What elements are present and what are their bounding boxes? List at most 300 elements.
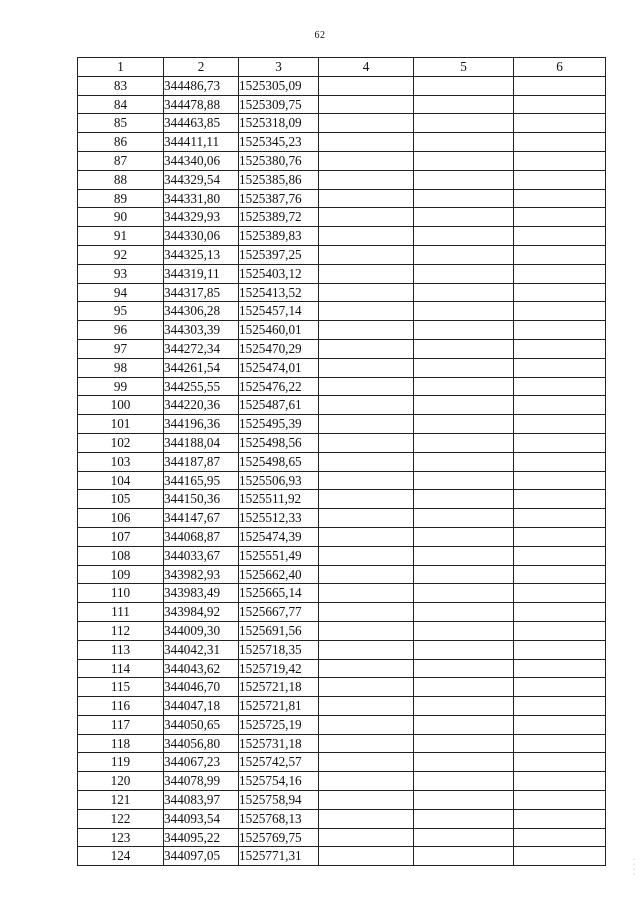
empty-cell bbox=[514, 339, 606, 358]
point-number-cell: 102 bbox=[78, 433, 164, 452]
empty-cell bbox=[514, 133, 606, 152]
empty-cell bbox=[414, 170, 514, 189]
x-coordinate-cell: 344478,88 bbox=[164, 95, 239, 114]
table-row bbox=[78, 245, 606, 264]
point-number-cell: 111 bbox=[78, 603, 164, 622]
y-coordinate-cell: 1525387,76 bbox=[239, 189, 319, 208]
point-number-cell: 85 bbox=[78, 114, 164, 133]
table-row bbox=[78, 546, 606, 565]
point-number-cell: 87 bbox=[78, 151, 164, 170]
table-row bbox=[78, 151, 606, 170]
table-body bbox=[78, 76, 606, 865]
x-coordinate-cell: 344093,54 bbox=[164, 809, 239, 828]
empty-cell bbox=[414, 565, 514, 584]
y-coordinate-cell: 1525476,22 bbox=[239, 377, 319, 396]
empty-cell bbox=[414, 396, 514, 415]
y-coordinate-cell: 1525506,93 bbox=[239, 471, 319, 490]
empty-cell bbox=[514, 358, 606, 377]
table-row bbox=[78, 415, 606, 434]
x-coordinate-cell: 344078,99 bbox=[164, 772, 239, 791]
empty-cell bbox=[414, 640, 514, 659]
empty-cell bbox=[514, 283, 606, 302]
table-row bbox=[78, 76, 606, 95]
empty-cell bbox=[414, 509, 514, 528]
x-coordinate-cell: 344068,87 bbox=[164, 527, 239, 546]
point-number-cell: 86 bbox=[78, 133, 164, 152]
empty-cell bbox=[514, 471, 606, 490]
table-row bbox=[78, 452, 606, 471]
y-coordinate-cell: 1525474,01 bbox=[239, 358, 319, 377]
empty-cell bbox=[514, 753, 606, 772]
y-coordinate-cell: 1525512,33 bbox=[239, 509, 319, 528]
x-coordinate-cell: 344147,67 bbox=[164, 509, 239, 528]
x-coordinate-cell: 344329,54 bbox=[164, 170, 239, 189]
empty-cell bbox=[514, 659, 606, 678]
point-number-cell: 118 bbox=[78, 734, 164, 753]
table-row bbox=[78, 584, 606, 603]
table-row bbox=[78, 828, 606, 847]
empty-cell bbox=[514, 189, 606, 208]
y-coordinate-cell: 1525771,31 bbox=[239, 847, 319, 866]
point-number-cell: 119 bbox=[78, 753, 164, 772]
point-number-cell: 96 bbox=[78, 321, 164, 340]
empty-cell bbox=[414, 621, 514, 640]
empty-cell bbox=[319, 377, 414, 396]
table-row bbox=[78, 621, 606, 640]
point-number-cell: 120 bbox=[78, 772, 164, 791]
y-coordinate-cell: 1525309,75 bbox=[239, 95, 319, 114]
y-coordinate-cell: 1525460,01 bbox=[239, 321, 319, 340]
empty-cell bbox=[319, 734, 414, 753]
empty-cell bbox=[319, 76, 414, 95]
x-coordinate-cell: 344330,06 bbox=[164, 227, 239, 246]
table-row bbox=[78, 114, 606, 133]
empty-cell bbox=[514, 396, 606, 415]
point-number-cell: 98 bbox=[78, 358, 164, 377]
x-coordinate-cell: 343983,49 bbox=[164, 584, 239, 603]
table-row bbox=[78, 715, 606, 734]
empty-cell bbox=[414, 697, 514, 716]
empty-cell bbox=[414, 433, 514, 452]
point-number-cell: 106 bbox=[78, 509, 164, 528]
empty-cell bbox=[514, 640, 606, 659]
empty-cell bbox=[414, 452, 514, 471]
empty-cell bbox=[319, 809, 414, 828]
y-coordinate-cell: 1525305,09 bbox=[239, 76, 319, 95]
empty-cell bbox=[514, 527, 606, 546]
y-coordinate-cell: 1525487,61 bbox=[239, 396, 319, 415]
empty-cell bbox=[319, 509, 414, 528]
x-coordinate-cell: 344150,36 bbox=[164, 490, 239, 509]
point-number-cell: 124 bbox=[78, 847, 164, 866]
table-row bbox=[78, 189, 606, 208]
table-row bbox=[78, 377, 606, 396]
y-coordinate-cell: 1525662,40 bbox=[239, 565, 319, 584]
x-coordinate-cell: 344009,30 bbox=[164, 621, 239, 640]
table-row bbox=[78, 753, 606, 772]
y-coordinate-cell: 1525511,92 bbox=[239, 490, 319, 509]
empty-cell bbox=[414, 377, 514, 396]
empty-cell bbox=[514, 245, 606, 264]
empty-cell bbox=[514, 791, 606, 810]
empty-cell bbox=[319, 847, 414, 866]
x-coordinate-cell: 343984,92 bbox=[164, 603, 239, 622]
x-coordinate-cell: 344046,70 bbox=[164, 678, 239, 697]
point-number-cell: 109 bbox=[78, 565, 164, 584]
y-coordinate-cell: 1525551,49 bbox=[239, 546, 319, 565]
empty-cell bbox=[319, 621, 414, 640]
point-number-cell: 88 bbox=[78, 170, 164, 189]
empty-cell bbox=[514, 170, 606, 189]
empty-cell bbox=[319, 396, 414, 415]
empty-cell bbox=[414, 678, 514, 697]
x-coordinate-cell: 344220,36 bbox=[164, 396, 239, 415]
empty-cell bbox=[414, 208, 514, 227]
x-coordinate-cell: 344325,13 bbox=[164, 245, 239, 264]
empty-cell bbox=[514, 621, 606, 640]
x-coordinate-cell: 344188,04 bbox=[164, 433, 239, 452]
empty-cell bbox=[514, 509, 606, 528]
empty-cell bbox=[514, 76, 606, 95]
empty-cell bbox=[319, 490, 414, 509]
empty-cell bbox=[514, 565, 606, 584]
x-coordinate-cell: 344043,62 bbox=[164, 659, 239, 678]
column-header-5: 5 bbox=[414, 58, 514, 77]
table-row bbox=[78, 321, 606, 340]
empty-cell bbox=[514, 546, 606, 565]
empty-cell bbox=[514, 264, 606, 283]
y-coordinate-cell: 1525498,65 bbox=[239, 452, 319, 471]
empty-cell bbox=[414, 546, 514, 565]
empty-cell bbox=[414, 734, 514, 753]
x-coordinate-cell: 344303,39 bbox=[164, 321, 239, 340]
y-coordinate-cell: 1525742,57 bbox=[239, 753, 319, 772]
empty-cell bbox=[319, 715, 414, 734]
point-number-cell: 105 bbox=[78, 490, 164, 509]
point-number-cell: 112 bbox=[78, 621, 164, 640]
page-number: 62 bbox=[314, 30, 326, 41]
empty-cell bbox=[514, 772, 606, 791]
point-number-cell: 121 bbox=[78, 791, 164, 810]
x-coordinate-cell: 344306,28 bbox=[164, 302, 239, 321]
column-header-6: 6 bbox=[514, 58, 606, 77]
y-coordinate-cell: 1525397,25 bbox=[239, 245, 319, 264]
column-header-3: 3 bbox=[239, 58, 319, 77]
empty-cell bbox=[319, 753, 414, 772]
empty-cell bbox=[414, 227, 514, 246]
table-row bbox=[78, 227, 606, 246]
x-coordinate-cell: 344095,22 bbox=[164, 828, 239, 847]
empty-cell bbox=[319, 133, 414, 152]
empty-cell bbox=[319, 189, 414, 208]
empty-cell bbox=[414, 321, 514, 340]
y-coordinate-cell: 1525754,16 bbox=[239, 772, 319, 791]
y-coordinate-cell: 1525769,75 bbox=[239, 828, 319, 847]
empty-cell bbox=[514, 151, 606, 170]
point-number-cell: 113 bbox=[78, 640, 164, 659]
empty-cell bbox=[414, 245, 514, 264]
table-row bbox=[78, 565, 606, 584]
point-number-cell: 123 bbox=[78, 828, 164, 847]
y-coordinate-cell: 1525495,39 bbox=[239, 415, 319, 434]
x-coordinate-cell: 344165,95 bbox=[164, 471, 239, 490]
y-coordinate-cell: 1525413,52 bbox=[239, 283, 319, 302]
empty-cell bbox=[319, 772, 414, 791]
empty-cell bbox=[414, 95, 514, 114]
y-coordinate-cell: 1525665,14 bbox=[239, 584, 319, 603]
point-number-cell: 103 bbox=[78, 452, 164, 471]
y-coordinate-cell: 1525474,39 bbox=[239, 527, 319, 546]
table-row bbox=[78, 339, 606, 358]
y-coordinate-cell: 1525457,14 bbox=[239, 302, 319, 321]
x-coordinate-cell: 344097,05 bbox=[164, 847, 239, 866]
empty-cell bbox=[414, 584, 514, 603]
table-row bbox=[78, 358, 606, 377]
empty-cell bbox=[319, 433, 414, 452]
empty-cell bbox=[319, 358, 414, 377]
empty-cell bbox=[319, 208, 414, 227]
y-coordinate-cell: 1525731,18 bbox=[239, 734, 319, 753]
empty-cell bbox=[319, 659, 414, 678]
empty-cell bbox=[319, 527, 414, 546]
empty-cell bbox=[414, 772, 514, 791]
point-number-cell: 117 bbox=[78, 715, 164, 734]
table-row bbox=[78, 527, 606, 546]
empty-cell bbox=[414, 283, 514, 302]
empty-cell bbox=[414, 358, 514, 377]
table-row bbox=[78, 772, 606, 791]
empty-cell bbox=[414, 151, 514, 170]
column-header-4: 4 bbox=[319, 58, 414, 77]
table-row bbox=[78, 509, 606, 528]
empty-cell bbox=[514, 828, 606, 847]
table-row bbox=[78, 264, 606, 283]
empty-cell bbox=[414, 490, 514, 509]
empty-cell bbox=[319, 302, 414, 321]
x-coordinate-cell: 344329,93 bbox=[164, 208, 239, 227]
x-coordinate-cell: 344261,54 bbox=[164, 358, 239, 377]
x-coordinate-cell: 344067,23 bbox=[164, 753, 239, 772]
table-row bbox=[78, 490, 606, 509]
x-coordinate-cell: 344033,67 bbox=[164, 546, 239, 565]
y-coordinate-cell: 1525385,86 bbox=[239, 170, 319, 189]
empty-cell bbox=[319, 283, 414, 302]
empty-cell bbox=[414, 791, 514, 810]
empty-cell bbox=[319, 170, 414, 189]
empty-cell bbox=[414, 828, 514, 847]
x-coordinate-cell: 344317,85 bbox=[164, 283, 239, 302]
table-row bbox=[78, 133, 606, 152]
empty-cell bbox=[414, 527, 514, 546]
y-coordinate-cell: 1525389,83 bbox=[239, 227, 319, 246]
empty-cell bbox=[514, 847, 606, 866]
x-coordinate-cell: 344486,73 bbox=[164, 76, 239, 95]
empty-cell bbox=[319, 697, 414, 716]
empty-cell bbox=[414, 809, 514, 828]
empty-cell bbox=[414, 189, 514, 208]
empty-cell bbox=[514, 809, 606, 828]
x-coordinate-cell: 344340,06 bbox=[164, 151, 239, 170]
empty-cell bbox=[414, 264, 514, 283]
x-coordinate-cell: 344463,85 bbox=[164, 114, 239, 133]
y-coordinate-cell: 1525768,13 bbox=[239, 809, 319, 828]
y-coordinate-cell: 1525721,18 bbox=[239, 678, 319, 697]
empty-cell bbox=[514, 302, 606, 321]
empty-cell bbox=[319, 678, 414, 697]
empty-cell bbox=[514, 377, 606, 396]
x-coordinate-cell: 344272,34 bbox=[164, 339, 239, 358]
table-row bbox=[78, 396, 606, 415]
y-coordinate-cell: 1525718,35 bbox=[239, 640, 319, 659]
point-number-cell: 122 bbox=[78, 809, 164, 828]
table-row bbox=[78, 95, 606, 114]
empty-cell bbox=[319, 603, 414, 622]
point-number-cell: 94 bbox=[78, 283, 164, 302]
y-coordinate-cell: 1525667,77 bbox=[239, 603, 319, 622]
empty-cell bbox=[319, 791, 414, 810]
x-coordinate-cell: 344255,55 bbox=[164, 377, 239, 396]
y-coordinate-cell: 1525470,29 bbox=[239, 339, 319, 358]
empty-cell bbox=[514, 114, 606, 133]
empty-cell bbox=[319, 114, 414, 133]
table-row bbox=[78, 847, 606, 866]
x-coordinate-cell: 344319,11 bbox=[164, 264, 239, 283]
table-row bbox=[78, 433, 606, 452]
point-number-cell: 99 bbox=[78, 377, 164, 396]
empty-cell bbox=[514, 227, 606, 246]
y-coordinate-cell: 1525318,09 bbox=[239, 114, 319, 133]
empty-cell bbox=[319, 227, 414, 246]
empty-cell bbox=[514, 678, 606, 697]
point-number-cell: 107 bbox=[78, 527, 164, 546]
empty-cell bbox=[514, 452, 606, 471]
empty-cell bbox=[319, 151, 414, 170]
x-coordinate-cell: 343982,93 bbox=[164, 565, 239, 584]
empty-cell bbox=[514, 603, 606, 622]
empty-cell bbox=[514, 734, 606, 753]
x-coordinate-cell: 344042,31 bbox=[164, 640, 239, 659]
table-row bbox=[78, 809, 606, 828]
empty-cell bbox=[319, 546, 414, 565]
x-coordinate-cell: 344056,80 bbox=[164, 734, 239, 753]
table-row bbox=[78, 791, 606, 810]
empty-cell bbox=[414, 847, 514, 866]
x-coordinate-cell: 344047,18 bbox=[164, 697, 239, 716]
y-coordinate-cell: 1525389,72 bbox=[239, 208, 319, 227]
y-coordinate-cell: 1525691,56 bbox=[239, 621, 319, 640]
empty-cell bbox=[414, 753, 514, 772]
point-number-cell: 95 bbox=[78, 302, 164, 321]
scan-edge-marks: · · · · bbox=[633, 857, 635, 878]
x-coordinate-cell: 344083,97 bbox=[164, 791, 239, 810]
empty-cell bbox=[514, 697, 606, 716]
empty-cell bbox=[514, 584, 606, 603]
y-coordinate-cell: 1525725,19 bbox=[239, 715, 319, 734]
empty-cell bbox=[414, 339, 514, 358]
point-number-cell: 93 bbox=[78, 264, 164, 283]
y-coordinate-cell: 1525403,12 bbox=[239, 264, 319, 283]
empty-cell bbox=[319, 828, 414, 847]
x-coordinate-cell: 344187,87 bbox=[164, 452, 239, 471]
empty-cell bbox=[319, 640, 414, 659]
point-number-cell: 92 bbox=[78, 245, 164, 264]
empty-cell bbox=[319, 584, 414, 603]
empty-cell bbox=[414, 715, 514, 734]
empty-cell bbox=[319, 245, 414, 264]
empty-cell bbox=[514, 321, 606, 340]
table-row bbox=[78, 283, 606, 302]
point-number-cell: 83 bbox=[78, 76, 164, 95]
empty-cell bbox=[414, 659, 514, 678]
table-row bbox=[78, 640, 606, 659]
empty-cell bbox=[514, 490, 606, 509]
x-coordinate-cell: 344411,11 bbox=[164, 133, 239, 152]
point-number-cell: 110 bbox=[78, 584, 164, 603]
table-row bbox=[78, 659, 606, 678]
empty-cell bbox=[319, 452, 414, 471]
empty-cell bbox=[319, 565, 414, 584]
empty-cell bbox=[414, 76, 514, 95]
table-row bbox=[78, 471, 606, 490]
table-row bbox=[78, 678, 606, 697]
column-header-2: 2 bbox=[164, 58, 239, 77]
empty-cell bbox=[319, 264, 414, 283]
point-number-cell: 100 bbox=[78, 396, 164, 415]
y-coordinate-cell: 1525380,76 bbox=[239, 151, 319, 170]
point-number-cell: 115 bbox=[78, 678, 164, 697]
point-number-cell: 116 bbox=[78, 697, 164, 716]
empty-cell bbox=[414, 302, 514, 321]
point-number-cell: 89 bbox=[78, 189, 164, 208]
x-coordinate-cell: 344196,36 bbox=[164, 415, 239, 434]
table-row bbox=[78, 734, 606, 753]
header-row bbox=[78, 58, 606, 77]
empty-cell bbox=[414, 471, 514, 490]
table-row bbox=[78, 697, 606, 716]
empty-cell bbox=[514, 715, 606, 734]
empty-cell bbox=[319, 339, 414, 358]
point-number-cell: 108 bbox=[78, 546, 164, 565]
point-number-cell: 104 bbox=[78, 471, 164, 490]
empty-cell bbox=[414, 415, 514, 434]
x-coordinate-cell: 344050,65 bbox=[164, 715, 239, 734]
table-row bbox=[78, 170, 606, 189]
y-coordinate-cell: 1525721,81 bbox=[239, 697, 319, 716]
y-coordinate-cell: 1525498,56 bbox=[239, 433, 319, 452]
table-row bbox=[78, 302, 606, 321]
empty-cell bbox=[414, 114, 514, 133]
y-coordinate-cell: 1525758,94 bbox=[239, 791, 319, 810]
point-number-cell: 91 bbox=[78, 227, 164, 246]
coordinates-table bbox=[77, 57, 606, 866]
empty-cell bbox=[414, 603, 514, 622]
empty-cell bbox=[319, 95, 414, 114]
point-number-cell: 97 bbox=[78, 339, 164, 358]
empty-cell bbox=[319, 321, 414, 340]
empty-cell bbox=[514, 208, 606, 227]
empty-cell bbox=[319, 471, 414, 490]
empty-cell bbox=[514, 433, 606, 452]
point-number-cell: 101 bbox=[78, 415, 164, 434]
y-coordinate-cell: 1525719,42 bbox=[239, 659, 319, 678]
column-header-1: 1 bbox=[78, 58, 164, 77]
point-number-cell: 84 bbox=[78, 95, 164, 114]
point-number-cell: 90 bbox=[78, 208, 164, 227]
x-coordinate-cell: 344331,80 bbox=[164, 189, 239, 208]
point-number-cell: 114 bbox=[78, 659, 164, 678]
y-coordinate-cell: 1525345,23 bbox=[239, 133, 319, 152]
empty-cell bbox=[319, 415, 414, 434]
